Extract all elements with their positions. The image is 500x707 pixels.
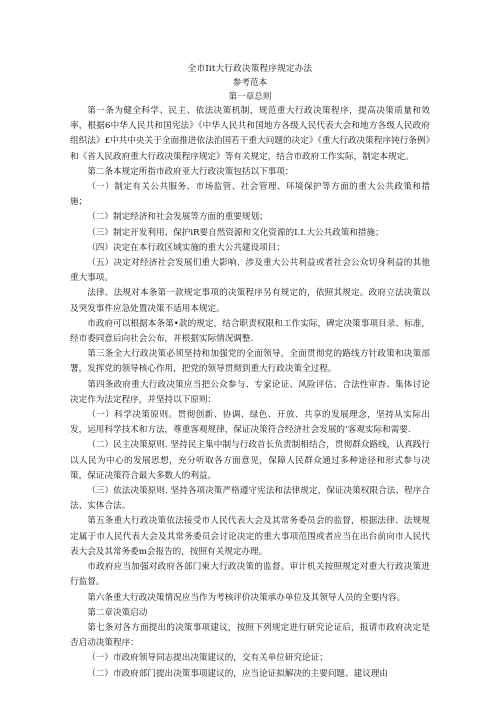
paragraph: （五）决定对经济社会发展们重大影响、涉及重大公共利益或者社会公众切身利益的其他重大事项。 (70, 258, 430, 284)
paragraph: 第四条政府重大行政决策应当把公众参与、专家论证、风险评估、合法性审杳、集体讨论决定作为法定程序，并坚持以下原则： (70, 379, 430, 405)
paragraph: 第三条全大行政决策必须坚持和加强党的全面领导，全面贯彻党的路线方针政策和决策部署，发挥党的领导核心作用，把党的领导贯彻到重大行政决策全过程。 (70, 349, 430, 375)
chapter-heading-2: 第二章决策启动 (87, 607, 148, 618)
paragraph: 第一条为健全科学、民主、依法决策机制，规范重大行政决策程序，提高决策质量和效率，根据6中华人民共和国宪法》《中华人民共和国地方各级人民代表大会和地方各级人民政府组织法》£中共中央关于全面推进依法治国若干重大问题的决定》《重大行政决策程序钝行条例》和《省人民政府重大行政决策程序规定》等有关规定，结合市政府工作实际，制定本规定。 (70, 106, 430, 162)
document-title: 全市Iit大行政决策程序规定办法 (187, 64, 313, 74)
paragraph: 第六条重大行政决策情况应当作为考核评价决策承办单位及其领导人员的全要内容。 (87, 592, 406, 603)
paragraph: （二）民主决策原则. 坚持民主集中制与行政首长负责制相结合，贯彻群众路线，认真践行以人民为中心的发展思想，充分听取各方面意见，保障人民群众通过多种途径和形式参与决策，保证决策符合最大多数人的利益。 (70, 440, 430, 481)
paragraph: （四）决定在本行政区域实施的重大公共建设项目； (87, 242, 285, 253)
paragraph: （一）市政府领导同志提出决策建议的，交有关单位研究论证； (87, 653, 328, 664)
paragraph: 第七条对各方面提出的决策事项建议，按照下列规定进行研究论证后，报请市政府决定是否启动决策程序： (70, 622, 430, 649)
paragraph: （二）制定经济和社会发展等方面的重要规划； (87, 212, 268, 223)
document-subtitle: 参考范本 (232, 78, 268, 88)
paragraph: 市政府可以根据本条第•款的规定，结合职责权限和工作实际，碑定决策事项目录、标准，经市委同意后向社会公布，并根据实际情况调整. (70, 318, 430, 345)
paragraph: （二）市政府部门提出决策事项建议的，应当论证拟解决的主要问题、建议理由 (87, 668, 388, 679)
paragraph: （三）制定开发利用、保护iR要自然资源和文化资源的I.I.大公共政策和措施； (87, 227, 384, 238)
paragraph: （三）依法决策原则. 坚持各项决策严格遵守宪法和法律规定，保证决策权限合法、程序合法、实体合法。 (70, 486, 430, 512)
paragraph: 法律、法规对本条第一款规定事项的决策程序另有规定的，依照其规定。政府立法决策以及突发事件应急处置决策不适用本规定。 (70, 288, 430, 314)
paragraph: 第五条重大行政决策依法接受市人民代表大会及其常务委员会的监督，根据法律、法规规定属于市人民代表大会及其常务委员会讨论决定的重大事项范围或者应当在出台前向市人民代表大会及其常务委m会报告的，按照有关规定办理。 (70, 516, 430, 557)
paragraph: 第二条本规定所指市政府亚大行政决策包括以下事项： (87, 166, 294, 177)
chapter-heading-1: 第一章总则 (228, 92, 272, 102)
paragraph: （一）科学决策原则。贯彻创新、协调、绿色、开放、共享的发展理念，坚持从实际出发，运用科学技术和方法，尊重客观规律，保证决策符合经济社会发展的‘客观实际和需要. (70, 410, 430, 436)
paragraph: 市政府应当加强对政府各部门柬大行政决策的监督。审计机关按照规定对重大行政决策进行监督。 (70, 562, 430, 588)
paragraph: （一）制定有关公共服务、市场监管、社会管理、环境保护等方面的重大公共政策和措施； (70, 182, 430, 208)
